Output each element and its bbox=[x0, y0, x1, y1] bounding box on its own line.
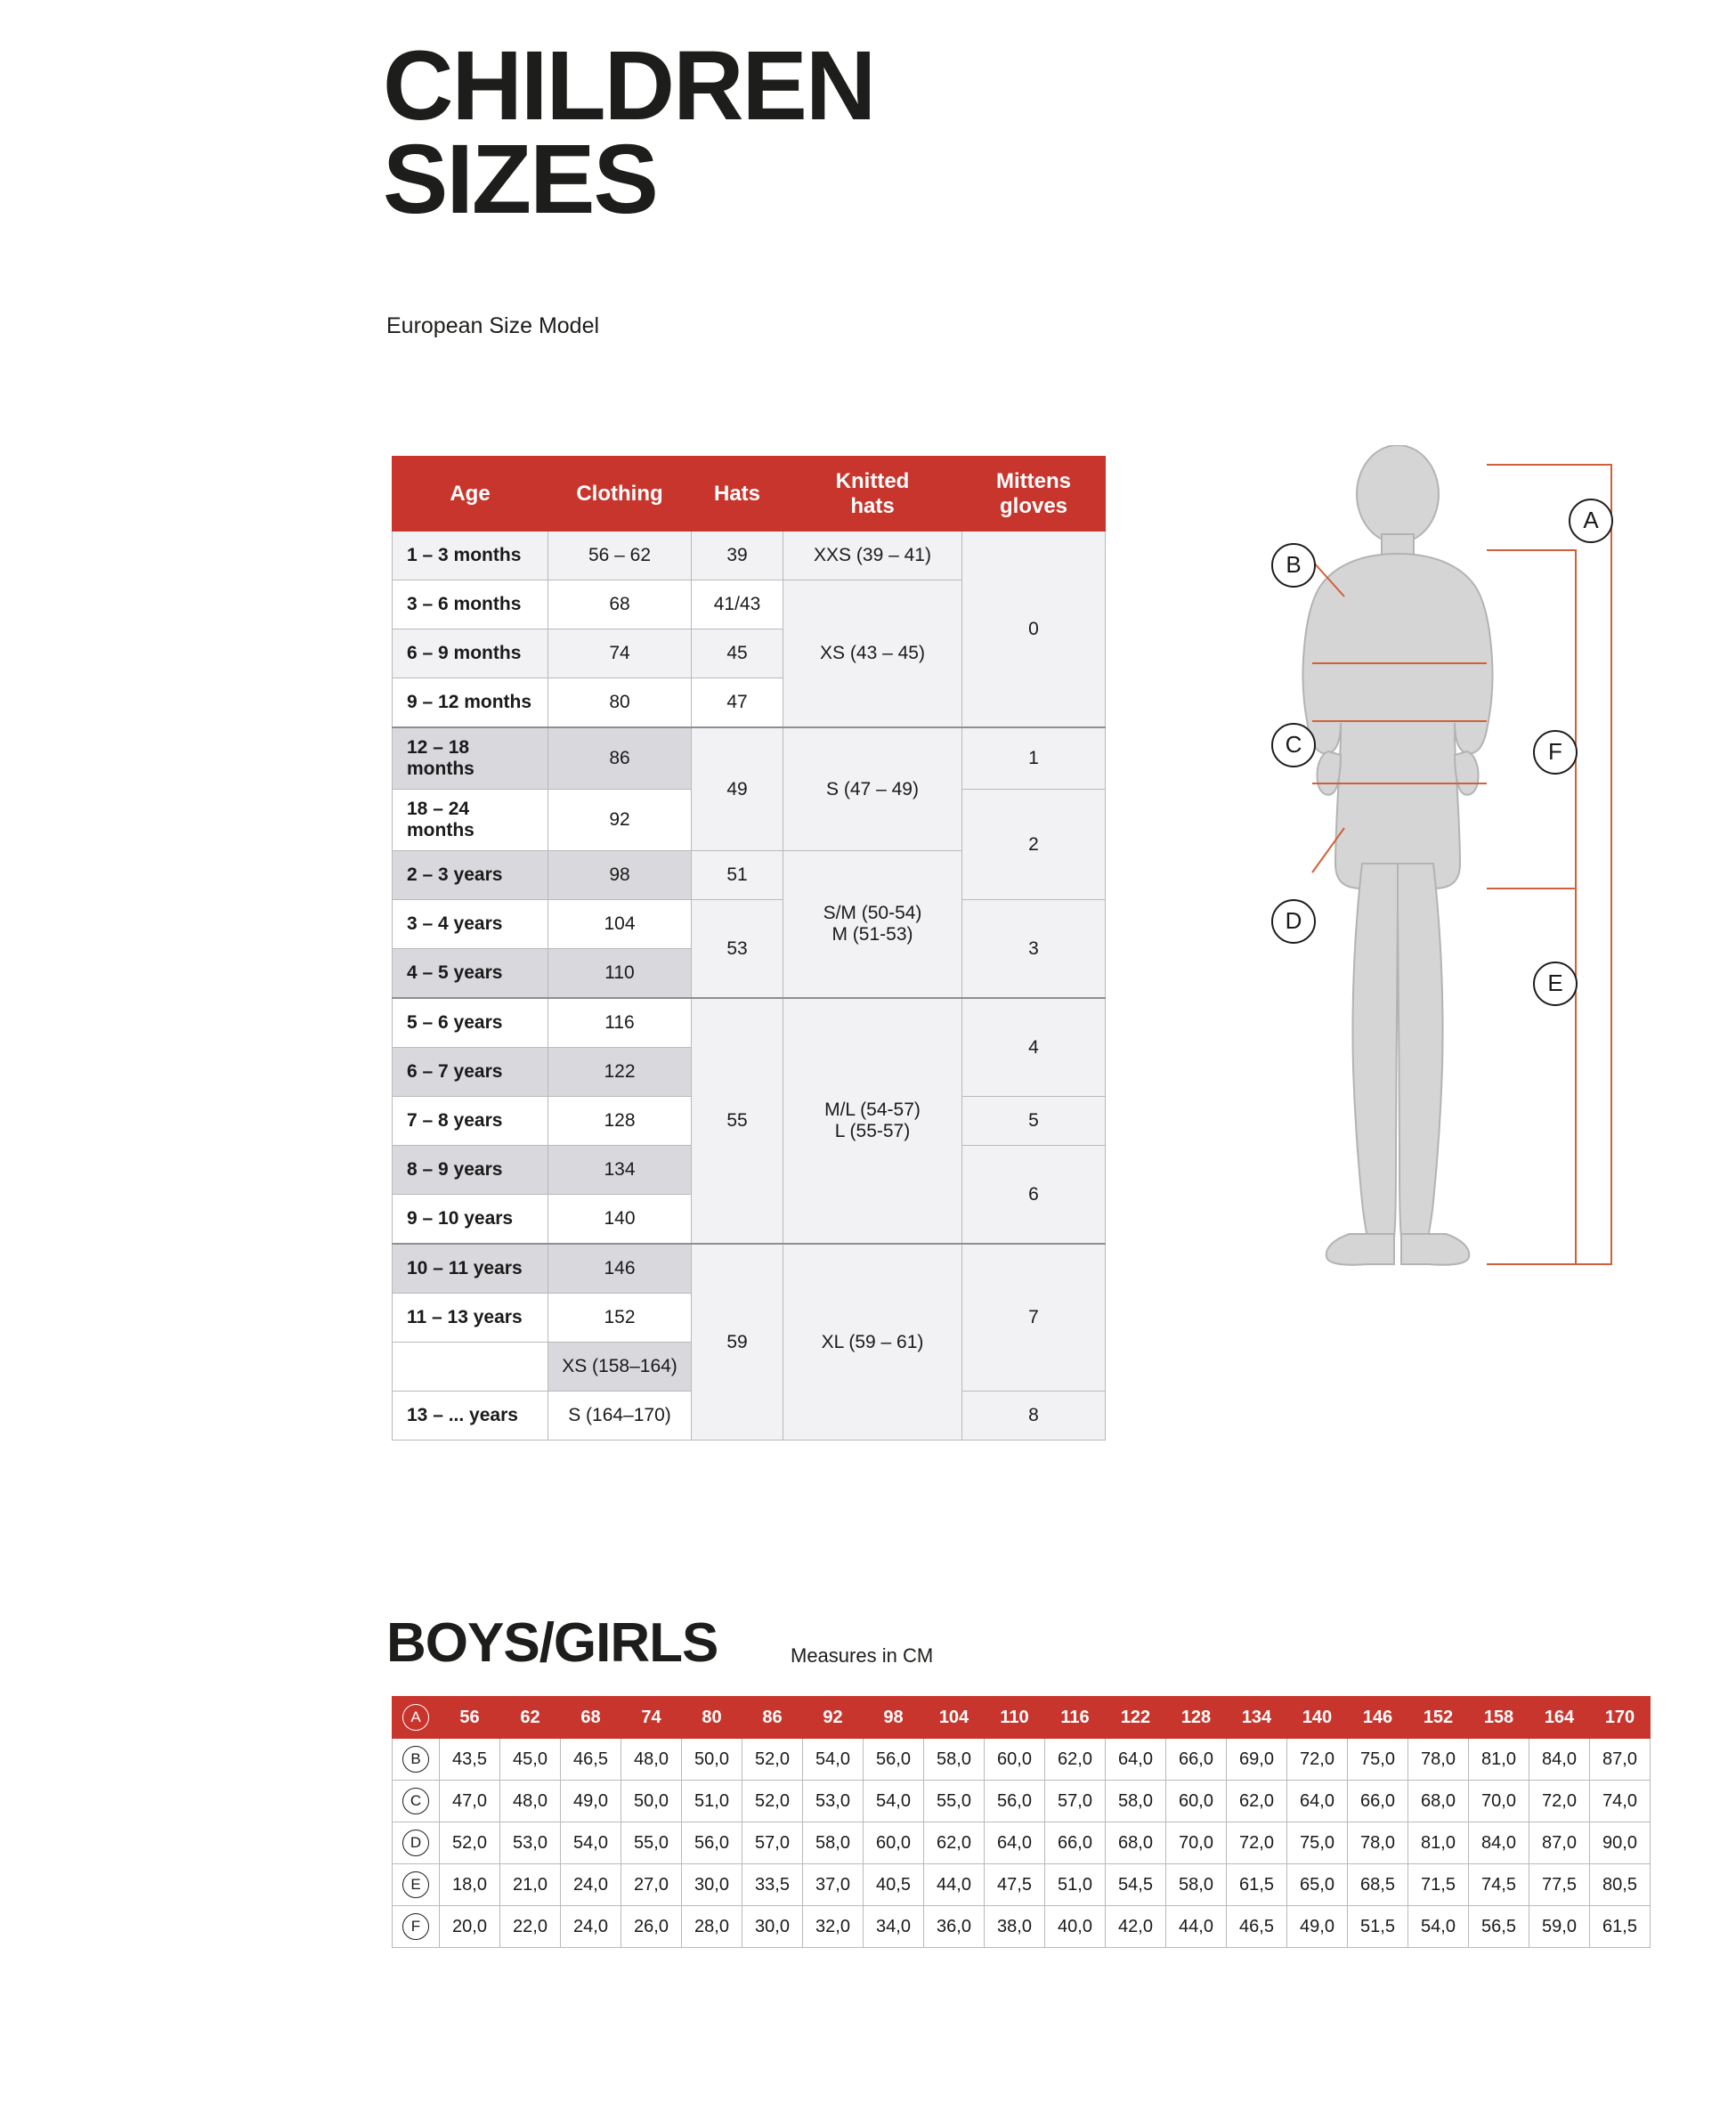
measure-cell: 66,0 bbox=[1348, 1781, 1408, 1822]
measure-cell: 24,0 bbox=[561, 1906, 621, 1948]
measure-cell: 64,0 bbox=[1106, 1739, 1166, 1781]
body-silhouette bbox=[1302, 445, 1492, 1265]
size-header: 110 bbox=[985, 1697, 1045, 1739]
measure-cell: 65,0 bbox=[1287, 1864, 1348, 1906]
cell-clothing: 128 bbox=[548, 1097, 692, 1146]
cell-age: 12 – 18 months bbox=[393, 727, 548, 790]
measure-cell: 52,0 bbox=[742, 1739, 803, 1781]
column-header-knitted-hats: Knitted hats bbox=[783, 457, 962, 532]
measure-cell: 51,5 bbox=[1348, 1906, 1408, 1948]
row-label-cell bbox=[393, 1739, 440, 1781]
knitted-hats-sm-line1: S/M (50-54) bbox=[823, 903, 922, 924]
boys-girls-measurements-table bbox=[392, 1696, 1651, 1948]
measure-cell: 87,0 bbox=[1529, 1822, 1590, 1864]
measure-cell: 52,0 bbox=[742, 1781, 803, 1822]
measure-cell: 57,0 bbox=[1045, 1781, 1106, 1822]
cell-mittens: 3 bbox=[962, 900, 1106, 999]
row-label-a-header bbox=[393, 1697, 440, 1739]
callout-a: A bbox=[1569, 499, 1613, 543]
measure-cell: 60,0 bbox=[864, 1822, 924, 1864]
measure-cell: 54,0 bbox=[561, 1822, 621, 1864]
column-header-age: Age bbox=[393, 457, 548, 532]
measure-cell: 46,5 bbox=[1227, 1906, 1287, 1948]
measure-cell: 34,0 bbox=[864, 1906, 924, 1948]
cell-hats: 59 bbox=[692, 1244, 783, 1440]
measure-cell: 51,0 bbox=[1045, 1864, 1106, 1906]
measure-cell: 66,0 bbox=[1166, 1739, 1227, 1781]
measure-cell: 62,0 bbox=[924, 1822, 985, 1864]
size-header: 98 bbox=[864, 1697, 924, 1739]
cell-hats: 47 bbox=[692, 678, 783, 728]
measurement-row bbox=[393, 1781, 1651, 1822]
measure-cell: 55,0 bbox=[924, 1781, 985, 1822]
cell-clothing: 80 bbox=[548, 678, 692, 728]
measurements-header-row bbox=[393, 1697, 1651, 1739]
measure-cell: 71,5 bbox=[1408, 1864, 1469, 1906]
cell-knitted-hats: XL (59 – 61) bbox=[783, 1244, 962, 1440]
table-row bbox=[393, 727, 1106, 790]
measure-cell: 52,0 bbox=[440, 1822, 500, 1864]
row-label-cell bbox=[393, 1822, 440, 1864]
measure-cell: 53,0 bbox=[500, 1822, 561, 1864]
cell-hats: 45 bbox=[692, 629, 783, 678]
cell-mittens: 1 bbox=[962, 727, 1106, 790]
page-title-line1: CHILDREN bbox=[383, 31, 875, 141]
measure-cell: 30,0 bbox=[742, 1906, 803, 1948]
callout-b: B bbox=[1271, 543, 1316, 588]
measure-cell: 50,0 bbox=[682, 1739, 742, 1781]
size-header: 152 bbox=[1408, 1697, 1469, 1739]
measure-cell: 27,0 bbox=[621, 1864, 682, 1906]
cell-clothing: 116 bbox=[548, 998, 692, 1048]
size-header: 140 bbox=[1287, 1697, 1348, 1739]
page-title bbox=[383, 31, 1184, 234]
circle-d-icon: D bbox=[402, 1830, 429, 1856]
size-header: 134 bbox=[1227, 1697, 1287, 1739]
body-measurement-figure bbox=[1220, 445, 1647, 1335]
cell-hats: 55 bbox=[692, 998, 783, 1244]
measure-cell: 66,0 bbox=[1045, 1822, 1106, 1864]
measure-cell: 87,0 bbox=[1590, 1739, 1651, 1781]
measure-cell: 75,0 bbox=[1348, 1739, 1408, 1781]
measure-cell: 30,0 bbox=[682, 1864, 742, 1906]
measure-cell: 28,0 bbox=[682, 1906, 742, 1948]
knitted-hats-ml-line1: M/L (54-57) bbox=[824, 1100, 921, 1121]
measure-cell: 54,0 bbox=[803, 1739, 864, 1781]
measure-cell: 47,5 bbox=[985, 1864, 1045, 1906]
row-label-cell bbox=[393, 1906, 440, 1948]
measure-cell: 55,0 bbox=[621, 1822, 682, 1864]
measure-cell: 74,5 bbox=[1469, 1864, 1529, 1906]
circle-e-icon: E bbox=[402, 1871, 429, 1898]
measurement-row bbox=[393, 1906, 1651, 1948]
measure-cell: 75,0 bbox=[1287, 1822, 1348, 1864]
measure-cell: 49,0 bbox=[1287, 1906, 1348, 1948]
circle-f-icon: F bbox=[402, 1913, 429, 1940]
cell-mittens: 0 bbox=[962, 532, 1106, 728]
cell-hats: 51 bbox=[692, 851, 783, 900]
measure-cell: 57,0 bbox=[742, 1822, 803, 1864]
callout-e: E bbox=[1533, 962, 1578, 1006]
column-header-hats: Hats bbox=[692, 457, 783, 532]
cell-age: 9 – 12 months bbox=[393, 678, 548, 728]
cell-age: 6 – 9 months bbox=[393, 629, 548, 678]
cell-age: 3 – 6 months bbox=[393, 580, 548, 629]
cell-knitted-hats bbox=[783, 851, 962, 999]
cell-clothing: 98 bbox=[548, 851, 692, 900]
cell-age: 4 – 5 years bbox=[393, 949, 548, 999]
measure-cell: 53,0 bbox=[803, 1781, 864, 1822]
measure-cell: 51,0 bbox=[682, 1781, 742, 1822]
table-header-row bbox=[393, 457, 1106, 532]
measure-cell: 74,0 bbox=[1590, 1781, 1651, 1822]
size-header: 56 bbox=[440, 1697, 500, 1739]
measure-cell: 36,0 bbox=[924, 1906, 985, 1948]
measurement-row bbox=[393, 1739, 1651, 1781]
measure-cell: 32,0 bbox=[803, 1906, 864, 1948]
measure-cell: 62,0 bbox=[1045, 1739, 1106, 1781]
cell-mittens: 4 bbox=[962, 998, 1106, 1097]
measure-cell: 69,0 bbox=[1227, 1739, 1287, 1781]
cell-clothing: 56 – 62 bbox=[548, 532, 692, 580]
cell-clothing: 104 bbox=[548, 900, 692, 949]
measure-cell: 72,0 bbox=[1529, 1781, 1590, 1822]
children-sizes-table bbox=[392, 456, 1106, 1440]
cell-age: 6 – 7 years bbox=[393, 1048, 548, 1097]
measure-cell: 70,0 bbox=[1166, 1822, 1227, 1864]
measure-cell: 81,0 bbox=[1469, 1739, 1529, 1781]
cell-hats: 53 bbox=[692, 900, 783, 999]
cell-clothing: 134 bbox=[548, 1146, 692, 1195]
measure-cell: 60,0 bbox=[985, 1739, 1045, 1781]
measure-cell: 44,0 bbox=[924, 1864, 985, 1906]
circle-a-icon: A bbox=[402, 1704, 429, 1731]
size-header: 164 bbox=[1529, 1697, 1590, 1739]
page-subtitle: European Size Model bbox=[386, 313, 600, 338]
cell-hats: 49 bbox=[692, 727, 783, 851]
knitted-hats-sm-line2: M (51-53) bbox=[831, 924, 913, 945]
cell-age: 11 – 13 years bbox=[393, 1294, 548, 1343]
knitted-hats-ml-line2: L (55-57) bbox=[834, 1121, 911, 1142]
measure-cell: 54,0 bbox=[864, 1781, 924, 1822]
cell-age: 1 – 3 months bbox=[393, 532, 548, 580]
cell-clothing: 140 bbox=[548, 1195, 692, 1245]
measurement-row bbox=[393, 1822, 1651, 1864]
cell-age: 13 – ... years bbox=[393, 1392, 548, 1440]
cell-age: 7 – 8 years bbox=[393, 1097, 548, 1146]
cell-clothing: XS (158–164) bbox=[548, 1343, 692, 1392]
measure-cell: 26,0 bbox=[621, 1906, 682, 1948]
measure-cell: 33,5 bbox=[742, 1864, 803, 1906]
cell-knitted-hats bbox=[783, 998, 962, 1244]
boys-girls-title: BOYS/GIRLS bbox=[386, 1612, 718, 1674]
measure-cell: 56,0 bbox=[985, 1781, 1045, 1822]
size-header: 68 bbox=[561, 1697, 621, 1739]
measure-cell: 46,5 bbox=[561, 1739, 621, 1781]
cell-clothing: 110 bbox=[548, 949, 692, 999]
table-row bbox=[393, 998, 1106, 1048]
measure-cell: 64,0 bbox=[985, 1822, 1045, 1864]
cell-clothing: 92 bbox=[548, 790, 692, 851]
cell-clothing: 74 bbox=[548, 629, 692, 678]
page-title-line2: SIZES bbox=[383, 124, 657, 234]
size-header: 74 bbox=[621, 1697, 682, 1739]
measure-cell: 58,0 bbox=[1106, 1781, 1166, 1822]
measure-cell: 72,0 bbox=[1287, 1739, 1348, 1781]
boys-girls-subtitle: Measures in CM bbox=[791, 1644, 934, 1667]
cell-age: 9 – 10 years bbox=[393, 1195, 548, 1245]
measure-cell: 77,5 bbox=[1529, 1864, 1590, 1906]
measure-cell: 80,5 bbox=[1590, 1864, 1651, 1906]
cell-clothing: 68 bbox=[548, 580, 692, 629]
table-row bbox=[393, 900, 1106, 949]
measure-cell: 61,5 bbox=[1227, 1864, 1287, 1906]
measure-cell: 45,0 bbox=[500, 1739, 561, 1781]
table-row bbox=[393, 532, 1106, 580]
size-header: 146 bbox=[1348, 1697, 1408, 1739]
size-header: 80 bbox=[682, 1697, 742, 1739]
size-header: 158 bbox=[1469, 1697, 1529, 1739]
measure-cell: 20,0 bbox=[440, 1906, 500, 1948]
measure-cell: 90,0 bbox=[1590, 1822, 1651, 1864]
callout-f: F bbox=[1533, 730, 1578, 775]
measure-cell: 68,0 bbox=[1408, 1781, 1469, 1822]
measure-cell: 78,0 bbox=[1408, 1739, 1469, 1781]
measure-cell: 59,0 bbox=[1529, 1906, 1590, 1948]
measure-cell: 81,0 bbox=[1408, 1822, 1469, 1864]
cell-age: 10 – 11 years bbox=[393, 1244, 548, 1294]
measure-cell: 37,0 bbox=[803, 1864, 864, 1906]
measure-cell: 58,0 bbox=[924, 1739, 985, 1781]
measure-cell: 60,0 bbox=[1166, 1781, 1227, 1822]
measure-cell: 40,0 bbox=[1045, 1906, 1106, 1948]
cell-age: 5 – 6 years bbox=[393, 998, 548, 1048]
row-label-cell bbox=[393, 1864, 440, 1906]
cell-clothing: 122 bbox=[548, 1048, 692, 1097]
measure-cell: 56,0 bbox=[682, 1822, 742, 1864]
measure-cell: 61,5 bbox=[1590, 1906, 1651, 1948]
measure-cell: 24,0 bbox=[561, 1864, 621, 1906]
size-header: 116 bbox=[1045, 1697, 1106, 1739]
cell-age bbox=[393, 1343, 548, 1392]
size-header: 86 bbox=[742, 1697, 803, 1739]
size-header: 104 bbox=[924, 1697, 985, 1739]
measure-cell: 78,0 bbox=[1348, 1822, 1408, 1864]
callout-d: D bbox=[1271, 899, 1316, 944]
cell-clothing: S (164–170) bbox=[548, 1392, 692, 1440]
cell-mittens: 6 bbox=[962, 1146, 1106, 1245]
measure-cell: 68,0 bbox=[1106, 1822, 1166, 1864]
circle-c-icon: C bbox=[402, 1788, 429, 1814]
measure-cell: 49,0 bbox=[561, 1781, 621, 1822]
cell-mittens: 7 bbox=[962, 1244, 1106, 1392]
cell-clothing: 146 bbox=[548, 1244, 692, 1294]
size-header: 122 bbox=[1106, 1697, 1166, 1739]
cell-hats: 41/43 bbox=[692, 580, 783, 629]
size-header: 62 bbox=[500, 1697, 561, 1739]
cell-hats: 39 bbox=[692, 532, 783, 580]
size-header: 92 bbox=[803, 1697, 864, 1739]
measure-cell: 54,5 bbox=[1106, 1864, 1166, 1906]
cell-age: 2 – 3 years bbox=[393, 851, 548, 900]
cell-knitted-hats: XXS (39 – 41) bbox=[783, 532, 962, 580]
size-header: 128 bbox=[1166, 1697, 1227, 1739]
measure-cell: 42,0 bbox=[1106, 1906, 1166, 1948]
measure-cell: 58,0 bbox=[803, 1822, 864, 1864]
measure-cell: 43,5 bbox=[440, 1739, 500, 1781]
measure-cell: 47,0 bbox=[440, 1781, 500, 1822]
measure-cell: 70,0 bbox=[1469, 1781, 1529, 1822]
measurement-row bbox=[393, 1864, 1651, 1906]
measure-cell: 50,0 bbox=[621, 1781, 682, 1822]
measure-cell: 68,5 bbox=[1348, 1864, 1408, 1906]
measure-cell: 21,0 bbox=[500, 1864, 561, 1906]
column-header-mittens-gloves: Mittens gloves bbox=[962, 457, 1106, 532]
cell-knitted-hats: XS (43 – 45) bbox=[783, 580, 962, 728]
cell-age: 8 – 9 years bbox=[393, 1146, 548, 1195]
row-label-cell bbox=[393, 1781, 440, 1822]
measure-cell: 48,0 bbox=[621, 1739, 682, 1781]
measure-cell: 22,0 bbox=[500, 1906, 561, 1948]
size-header: 170 bbox=[1590, 1697, 1651, 1739]
cell-knitted-hats: S (47 – 49) bbox=[783, 727, 962, 851]
cell-clothing: 152 bbox=[548, 1294, 692, 1343]
measure-cell: 44,0 bbox=[1166, 1906, 1227, 1948]
measure-cell: 48,0 bbox=[500, 1781, 561, 1822]
column-header-clothing: Clothing bbox=[548, 457, 692, 532]
measure-cell: 38,0 bbox=[985, 1906, 1045, 1948]
cell-clothing: 86 bbox=[548, 727, 692, 790]
cell-age: 18 – 24 months bbox=[393, 790, 548, 851]
measure-cell: 58,0 bbox=[1166, 1864, 1227, 1906]
measure-cell: 56,0 bbox=[864, 1739, 924, 1781]
cell-mittens: 8 bbox=[962, 1392, 1106, 1440]
measure-cell: 84,0 bbox=[1469, 1822, 1529, 1864]
measure-cell: 40,5 bbox=[864, 1864, 924, 1906]
cell-mittens: 5 bbox=[962, 1097, 1106, 1146]
table-row bbox=[393, 1244, 1106, 1294]
cell-age: 3 – 4 years bbox=[393, 900, 548, 949]
measure-cell: 64,0 bbox=[1287, 1781, 1348, 1822]
measure-cell: 54,0 bbox=[1408, 1906, 1469, 1948]
measure-cell: 56,5 bbox=[1469, 1906, 1529, 1948]
circle-b-icon: B bbox=[402, 1746, 429, 1773]
measure-cell: 62,0 bbox=[1227, 1781, 1287, 1822]
cell-mittens: 2 bbox=[962, 790, 1106, 900]
measure-cell: 72,0 bbox=[1227, 1822, 1287, 1864]
measure-cell: 84,0 bbox=[1529, 1739, 1590, 1781]
measure-cell: 18,0 bbox=[440, 1864, 500, 1906]
callout-c: C bbox=[1271, 723, 1316, 767]
